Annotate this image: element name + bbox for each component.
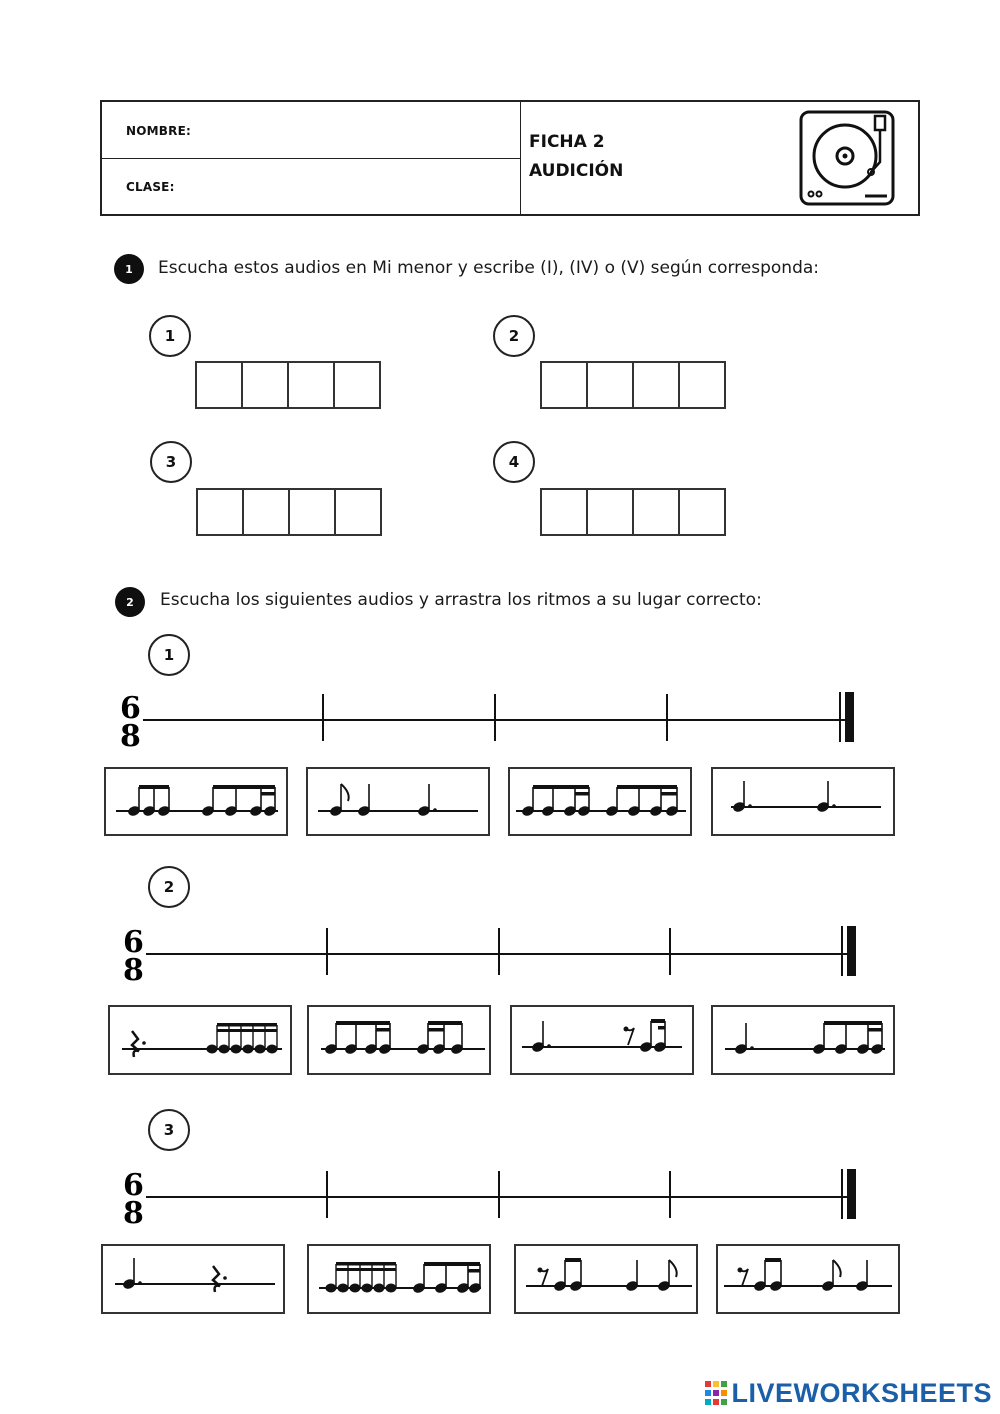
header-divider [520,102,521,214]
header-row-divider [102,158,520,159]
time-signature-top: 6 [123,1168,144,1203]
rhythm-option[interactable] [711,767,895,836]
turntable-icon [799,110,897,206]
answer-box[interactable] [586,361,634,409]
section-2-instruction: Escucha los siguientes audios y arrastra los ritmos a su lugar correcto: [160,590,762,610]
time-signature-top: 6 [120,691,141,726]
section-1-instruction: Escucha estos audios en Mi menor y escribe (I), (IV) o (V) según corresponda: [158,258,820,278]
rhythm-exercise-1-number: 1 [148,634,190,676]
section-1-number: 1 [114,254,144,284]
answer-box[interactable] [195,361,243,409]
answer-box[interactable] [678,488,726,536]
answer-boxes-1 [195,361,379,409]
exercise-1-number: 1 [149,315,191,357]
rhythm-option[interactable] [508,767,692,836]
time-signature-bottom: 8 [120,719,141,754]
answer-boxes-4 [540,488,724,536]
liveworksheets-mark-icon [704,1380,728,1406]
class-label: CLASE: [126,180,175,194]
sheet-subtitle: AUDICIÓN [529,161,624,181]
rhythm-option[interactable] [716,1244,900,1314]
answer-box[interactable] [540,361,588,409]
exercise-4-number: 4 [493,441,535,483]
rhythm-option[interactable] [307,1244,491,1314]
time-signature-bottom: 8 [123,1196,144,1231]
name-label: NOMBRE: [126,124,191,138]
rhythm-option[interactable] [101,1244,285,1314]
answer-box[interactable] [287,361,335,409]
exercise-3-number: 3 [150,441,192,483]
rhythm-option[interactable] [108,1005,292,1075]
rhythm-option[interactable] [307,1005,491,1075]
answer-box[interactable] [334,488,382,536]
header-table [100,100,920,216]
answer-box[interactable] [632,488,680,536]
exercise-2-number: 2 [493,315,535,357]
rhythm-option[interactable] [510,1005,694,1075]
answer-box[interactable] [333,361,381,409]
rhythm-option[interactable] [514,1244,698,1314]
staff-2 [118,920,868,990]
answer-box[interactable] [241,361,289,409]
answer-box[interactable] [196,488,244,536]
answer-box[interactable] [632,361,680,409]
time-signature-bottom: 8 [123,953,144,988]
answer-box[interactable] [678,361,726,409]
rhythm-exercise-3-number: 3 [148,1109,190,1151]
answer-boxes-3 [196,488,380,536]
staff-1 [115,686,865,756]
rhythm-option[interactable] [306,767,490,836]
answer-box[interactable] [288,488,336,536]
answer-box[interactable] [586,488,634,536]
staff-3 [118,1163,868,1233]
answer-box[interactable] [540,488,588,536]
sheet-title: FICHA 2 [529,132,605,152]
rhythm-option[interactable] [711,1005,895,1075]
answer-boxes-2 [540,361,724,409]
rhythm-option[interactable] [104,767,288,836]
section-2-number: 2 [115,587,145,617]
rhythm-exercise-2-number: 2 [148,866,190,908]
liveworksheets-logo [704,1378,992,1408]
answer-box[interactable] [242,488,290,536]
time-signature-top: 6 [123,925,144,960]
brand-name: LIVEWORKSHEETS [731,1377,992,1408]
